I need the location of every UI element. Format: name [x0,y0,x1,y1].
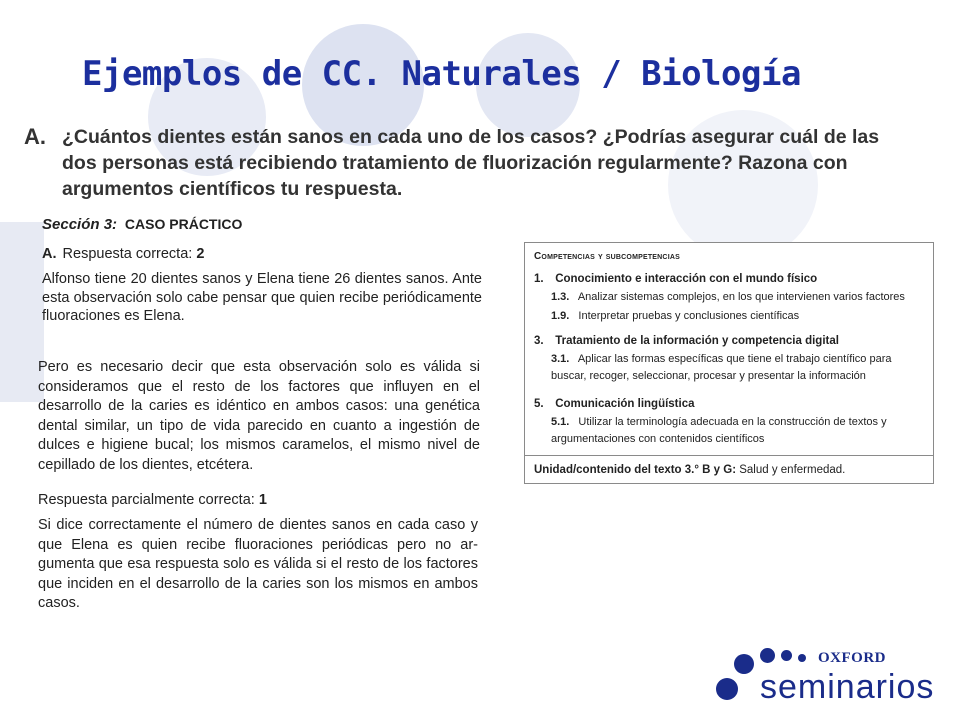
question-text: ¿Cuántos dientes están sanos en cada uno de los casos? ¿Podrías asegurar cuál de las dos personas está recibiendo tratamiento de fluorización regularmente? Razona con argumentos científicos tu respuesta. [62,126,880,200]
correct-value: 2 [196,246,205,262]
footer-value: Salud y enfermedad. [739,464,846,476]
section-heading [42,216,242,233]
competencia-number: 1. [534,273,544,285]
partial-value: 1 [258,492,267,508]
competencia-number: 5. [534,398,544,410]
slide-title: Ejemplos de CC. Naturales / Biología [82,54,801,94]
competencia-title: Tratamiento de la información y competencia digital [555,335,839,347]
answer-paragraph-2: Pero es necesario decir que esta observación solo es válida si consideramos que el resto de los factores que influyen en el desarrollo de la caries es idéntico en ambos casos: una genética dental similar, un tipo de vida parecido en cuanto a ingestión de dulces e higiene bucal; los mismos caramelos, el mismo nivel de cepillado de los dientes, etcétera. [38,359,480,473]
subcompetencia-item: 3.1. Aplicar las formas específicas que tiene el trabajo científico para buscar, recoger, seleccionar, procesar y presentar la información [551,353,892,382]
logo-dot-icon [798,654,806,662]
competencias-box [524,242,934,484]
footer-label: Unidad/contenido del texto 3.° B y G: [534,464,737,476]
answer-paragraph-1: Alfonso tiene 20 dientes sanos y Elena tiene 26 dientes sanos. Ante esta observación solo cabe pensar que quien recibe periódicamente fluoraciones es Elena. [42,271,482,324]
subcompetencia-item: 1.3. Analizar sistemas complejos, en los que intervienen varios factores [551,291,905,303]
question-letter: A. [24,124,46,149]
logo-dot-icon [716,678,738,700]
section-label: Sección 3: [42,216,118,233]
section-name: CASO PRÁCTICO [124,216,243,232]
subcompetencia-item: 5.1. Utilizar la terminología adecuada en la construcción de textos y argumentaciones con contenidos científicos [551,416,887,445]
logo-product: seminarios [760,668,935,706]
divider [525,455,933,456]
competencia-group [534,273,923,325]
competencia-number: 3. [534,335,544,347]
competencia-group [534,398,923,448]
answer-letter: A. [42,246,57,262]
answer-partial-line [38,492,267,508]
competencias-footer [534,464,845,476]
competencia-group [534,335,923,385]
competencias-title: Competencias y subcompetencias [534,251,680,262]
oxford-seminarios-logo [712,638,935,710]
answer-paragraph-3: Si dice correctamente el número de dientes sanos en cada caso y que Elena es quien recibe fluoraciones periódicas pero no argumenta que esa respuesta solo es válida si el resto de los factores que inciden en el desarrollo de la caries son los mismos en ambos casos. [38,517,478,611]
partial-label: Respuesta parcialmente correcta: [38,492,255,508]
logo-dot-icon [760,648,775,663]
correct-label: Respuesta correcta: [62,246,193,262]
competencia-title: Conocimiento e interacción con el mundo físico [555,273,818,285]
competencia-title: Comunicación lingüística [555,398,695,410]
logo-dot-icon [734,654,754,674]
logo-brand: OXFORD [818,650,886,666]
logo-dot-icon [781,650,792,661]
answer-correct-line [42,246,206,262]
subcompetencia-item: 1.9. Interpretar pruebas y conclusiones científicas [551,310,800,322]
